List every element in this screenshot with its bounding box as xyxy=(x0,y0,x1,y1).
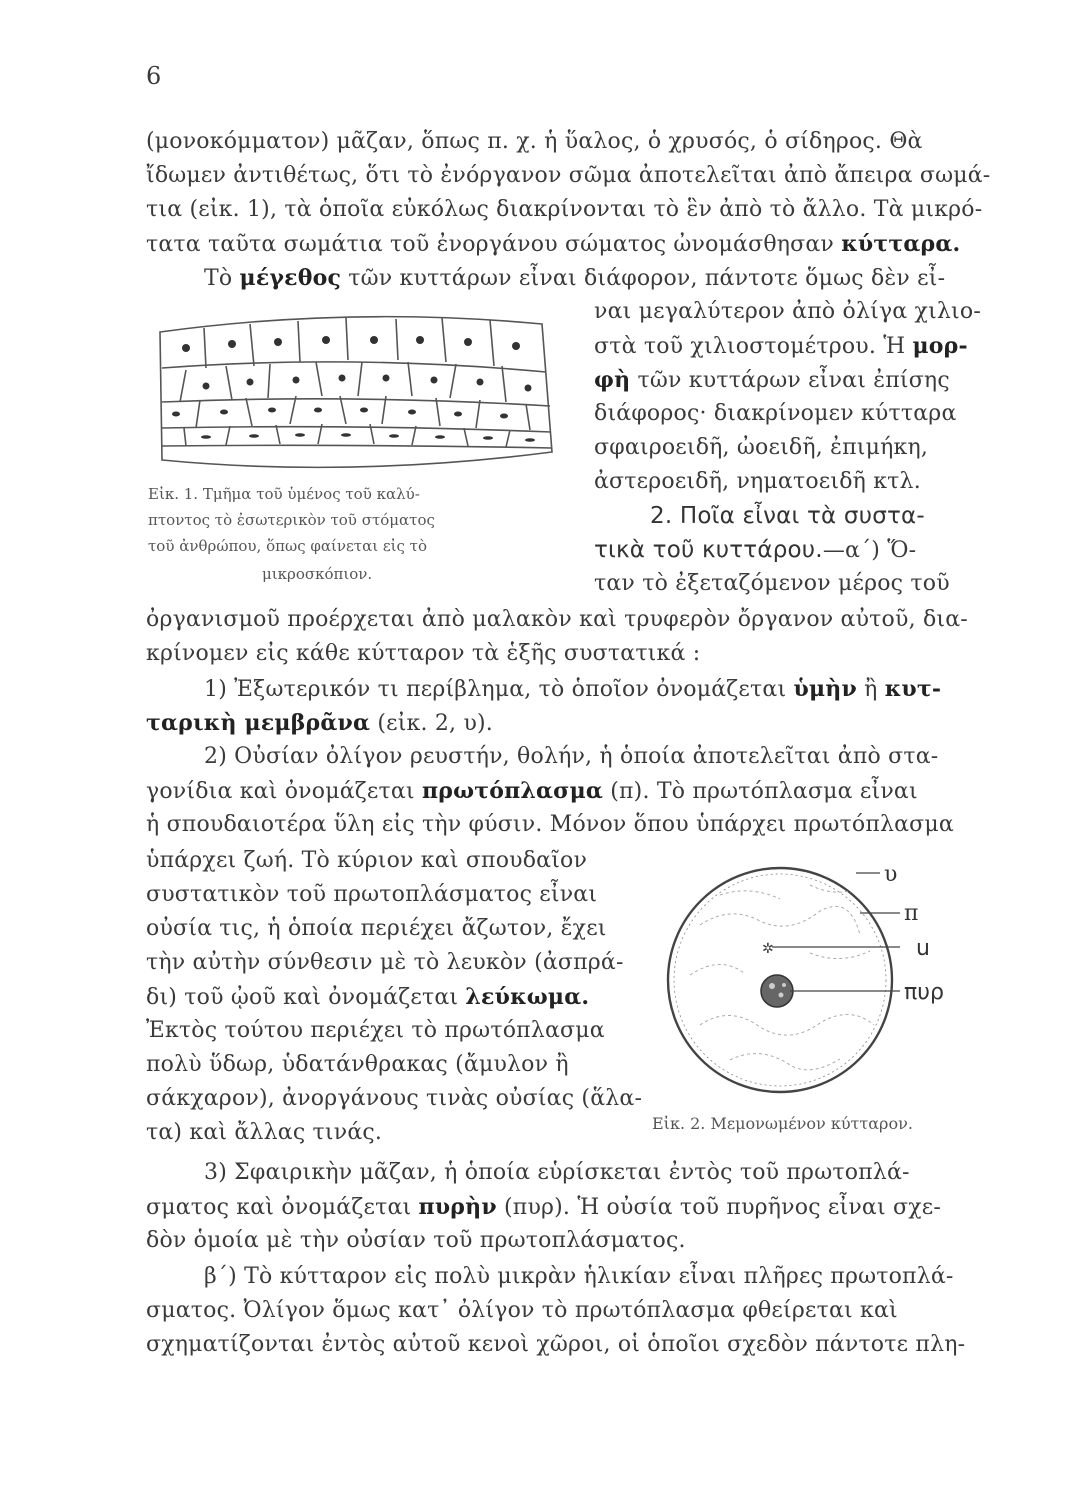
text-line: οὐσία τις, ἡ ὁποία περιέχει ἄζωτον, ἔχει xyxy=(146,916,607,941)
figure-1-caption: μικροσκόπιον. xyxy=(262,565,373,583)
text-line: ἡ σπουδαιοτέρα ὕλη εἰς τὴν φύσιν. Μόνον ὅπου ὑπάρχει πρωτόπλασμα xyxy=(146,812,954,837)
bold-term-ymin: ὑμὴν xyxy=(793,676,857,702)
figure-1-caption: πτοντος τὸ ἐσωτερικὸν τοῦ στόματος xyxy=(148,511,435,529)
text-line: ναι μεγαλύτερον ἀπὸ ὀλίγα χιλιο- xyxy=(594,299,981,324)
bold-term-pyrin: πυρὴν xyxy=(418,1194,497,1220)
section-heading: 2. Ποῖα εἶναι τὰ συστα- xyxy=(650,503,925,529)
text-line: σφαιροειδῆ, ὠοειδῆ, ἐπιμήκη, xyxy=(594,435,929,460)
figure-1-epithelium xyxy=(150,302,562,482)
text-line: Ἐκτὸς τούτου περιέχει τὸ πρωτόπλασμα xyxy=(146,1018,605,1043)
bold-term-megethos: μέγεθος xyxy=(239,265,342,291)
text-line: συστατικὸν τοῦ πρωτοπλάσματος εἶναι xyxy=(146,882,598,907)
text-line: σάκχαρον), ἀνοργάνους τινὰς οὐσίας (ἅλα- xyxy=(146,1086,643,1111)
text-line: φὴ τῶν κυττάρων εἶναι ἐπίσης xyxy=(594,367,950,393)
text-line: διάφορος· διακρίνομεν κύτταρα xyxy=(594,401,957,426)
text-line: ὑπάρχει ζωή. Τὸ κύριον καὶ σπουδαῖον xyxy=(146,848,588,873)
text-line: β΄) Τὸ κύτταρον εἰς πολὺ μικρὰν ἡλικίαν εἶναι πλῆρες πρωτοπλά- xyxy=(204,1264,954,1289)
text-line: τικὰ τοῦ κυττάρου.—α΄) Ὅ- xyxy=(594,537,917,563)
text-line: Τὸ μέγεθος τῶν κυττάρων εἶναι διάφορον, πάντοτε ὅμως δὲν εἶ- xyxy=(204,265,946,291)
text-line: τια (εἰκ. 1), τὰ ὁποῖα εὐκόλως διακρίνονται τὸ ἓν ἀπὸ τὸ ἄλλο. Τὰ μικρό- xyxy=(146,197,983,222)
bold-term-membrana: ταρικὴ μεμβρᾶνα xyxy=(146,710,371,736)
text-line: ταρικὴ μεμβρᾶνα (εἰκ. 2, υ). xyxy=(146,710,493,736)
text-line: δὸν ὁμοία μὲ τὴν οὐσίαν τοῦ πρωτοπλάσματος. xyxy=(146,1228,686,1253)
text-line: κρίνομεν εἰς κάθε κύτταρον τὰ ἑξῆς συστατικά : xyxy=(146,641,701,666)
section-heading: τικὰ τοῦ κυττάρου. xyxy=(594,537,823,563)
text-line: 2) Οὐσίαν ὀλίγον ρευστήν, θολήν, ἡ ὁποία ἀποτελεῖται ἀπὸ στα- xyxy=(204,744,939,769)
text-line: (μονοκόμματον) μᾶζαν, ὅπως π. χ. ἡ ὕαλος, ὁ χρυσός, ὁ σίδηρος. Θὰ xyxy=(146,129,923,154)
text-line: τατα ταῦτα σωμάτια τοῦ ἐνοργάνου σώματος ὠνομάσθησαν κύτταρα. xyxy=(146,231,961,257)
text-line: 3) Σφαιρικὴν μᾶζαν, ἡ ὁποία εὑρίσκεται ἐντὸς τοῦ πρωτοπλά- xyxy=(204,1160,910,1185)
text-line: στὰ τοῦ χιλιοστομέτρου. Ἡ μορ- xyxy=(594,333,968,359)
text-line: ὀργανισμοῦ προέρχεται ἀπὸ μαλακὸν καὶ τρυφερὸν ὄργανον αὐτοῦ, δια- xyxy=(146,607,968,632)
label-u1: υ xyxy=(884,862,898,887)
figure-2-caption: Εἰκ. 2. Μεμονωμένον κύτταρον. xyxy=(652,1114,913,1133)
text-line: σματος. Ὀλίγον ὅμως κατ᾽ ὀλίγον τὸ πρωτόπλασμα φθείρεται καὶ xyxy=(146,1298,898,1323)
text-line: τὴν αὐτὴν σύνθεσιν μὲ τὸ λευκὸν (ἀσπρά- xyxy=(146,950,624,975)
text-line: 1) Ἐξωτερικόν τι περίβλημα, τὸ ὁποῖον ὀνομάζεται ὑμὴν ἢ κυτ- xyxy=(204,676,942,702)
text-line: πολὺ ὕδωρ, ὑδατάνθρακας (ἄμυλον ἢ xyxy=(146,1052,569,1077)
label-u2: u xyxy=(916,936,930,961)
bold-term-leukoma: λεύκωμα. xyxy=(465,984,590,1010)
text-line: τα) καὶ ἄλλας τινάς. xyxy=(146,1120,383,1145)
text-line: γονίδια καὶ ὀνομάζεται πρωτόπλασμα (π). Τὸ πρωτόπλασμα εἶναι xyxy=(146,778,918,804)
text-line: δι) τοῦ ᾠοῦ καὶ ὀνομάζεται λεύκωμα. xyxy=(146,984,590,1010)
text-line: ἴδωμεν ἀντιθέτως, ὅτι τὸ ἐνόργανον σῶμα ἀποτελεῖται ἀπὸ ἄπειρα σωμά- xyxy=(146,163,991,188)
bold-term-morfi: μορ- xyxy=(912,333,968,359)
svg-text:✲: ✲ xyxy=(762,941,774,957)
bold-term-kyttara: κύτταρα. xyxy=(841,231,961,257)
text-line: σχηματίζονται ἐντὸς αὐτοῦ κενοὶ χῶροι, οἱ ὁποῖοι σχεδὸν πάντοτε πλη- xyxy=(146,1332,966,1357)
label-pyr: πυρ xyxy=(904,980,944,1005)
figure-2-cell xyxy=(660,855,970,1105)
page-number: 6 xyxy=(146,62,162,90)
text-line: ἀστεροειδῆ, νηματοειδῆ κτλ. xyxy=(594,469,921,494)
bold-term-protoplasma: πρωτόπλασμα xyxy=(421,778,604,804)
text-line: ταν τὸ ἐξεταζόμενον μέρος τοῦ xyxy=(594,571,950,596)
figure-1-caption: τοῦ ἀνθρώπου, ὅπως φαίνεται εἰς τὸ xyxy=(148,537,428,555)
text-line: σματος καὶ ὀνομάζεται πυρὴν (πυρ). Ἡ οὐσία τοῦ πυρῆνος εἶναι σχε- xyxy=(146,1194,941,1220)
label-p: π xyxy=(904,901,919,926)
figure-1-caption: Εἰκ. 1. Τμῆμα τοῦ ὑμένος τοῦ καλύ- xyxy=(148,485,420,503)
